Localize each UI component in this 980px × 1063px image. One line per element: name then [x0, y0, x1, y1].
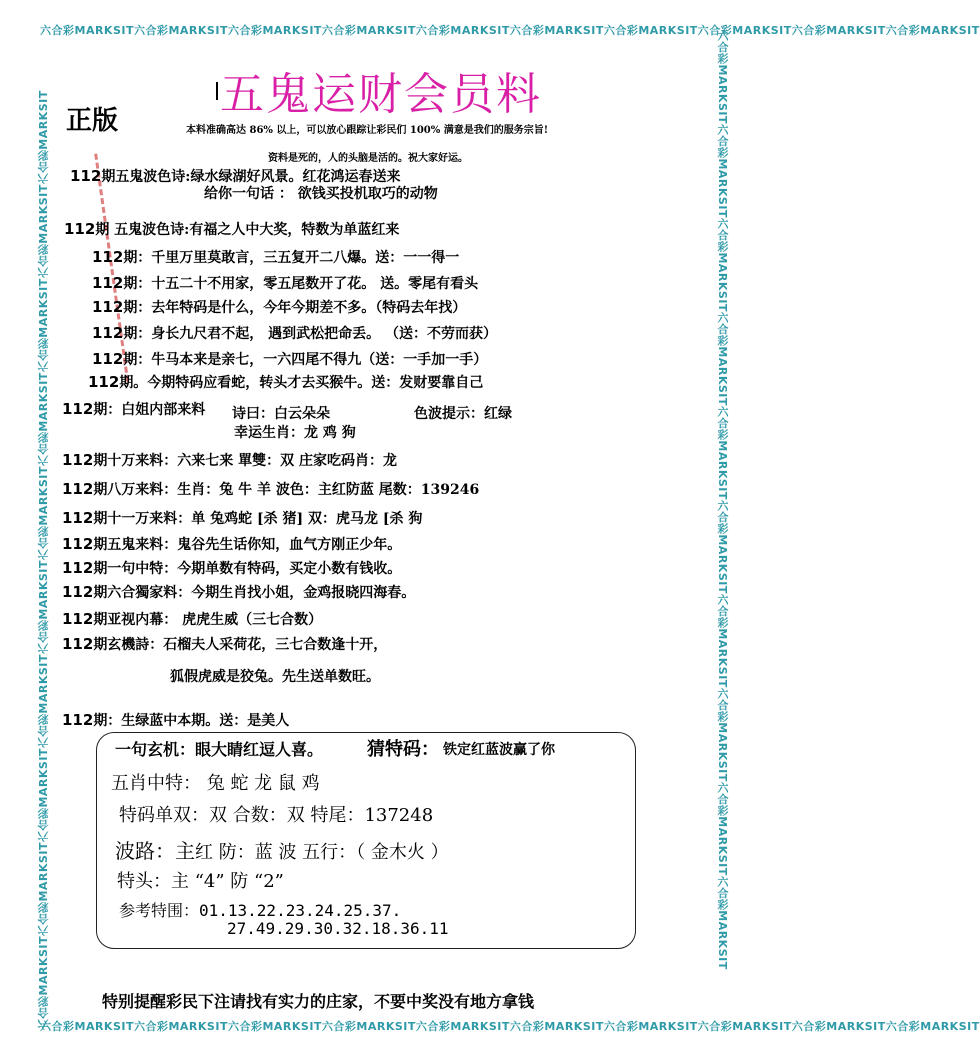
- list-item: 112期：十五二十不用家，零五尾数开了花。 送。零尾有看头: [92, 274, 479, 292]
- box-reference-numbers-2: 27.49.29.30.32.18.36.11: [227, 919, 449, 938]
- box-odd-even: 特码单双：双 合数：双 特尾：137248: [119, 805, 434, 826]
- list-item: 112期亚视内幕： 虎虎生威（三七合数）: [62, 610, 323, 628]
- list-item: 112期一句中特：今期单数有特码，买定小数有钱收。: [62, 559, 402, 577]
- list-item: 112期：生绿蓝中本期。送：是美人: [62, 711, 290, 729]
- list-item: 色波提示：红绿: [414, 406, 512, 422]
- list-item: 112期 五鬼波色诗:有福之人中大奖，特数为单蓝红来: [64, 220, 400, 238]
- list-item: 112期。今期特码应看蛇，转头才去买猴牛。送：发财要靠自己: [88, 373, 484, 391]
- subtitle-line-2: 资料是死的，人的头脑是活的。祝大家好运。: [268, 153, 468, 164]
- list-item: 112期：千里万里莫敢言，三五复开二八爆。送：一一得一: [92, 248, 460, 266]
- list-item: 112期十万来料：六来七来 單雙：双 庄家吃码肖：龙: [62, 451, 398, 469]
- title-bar: [216, 82, 218, 100]
- border-watermark-right: 六合彩MARKSIT六合彩MARKSIT六合彩MARKSIT六合彩MARKSIT六合彩MARKSIT六合彩MARKSIT六合彩MARKSIT六合彩MARKSIT六合彩MARKSIT六合彩MARKSIT: [716, 30, 729, 970]
- list-item: 112期：去年特码是什么，今年今期差不多。（特码去年找）: [92, 298, 467, 316]
- box-wave-path: 波路：主红 防：蓝 波 五行：（ 金木火 ）: [115, 839, 449, 863]
- summary-box: [96, 732, 636, 949]
- border-watermark-left: 六合彩MARKSIT六合彩MARKSIT六合彩MARKSIT六合彩MARKSIT六合彩MARKSIT六合彩MARKSIT六合彩MARKSIT六合彩MARKSIT六合彩MARKSIT六合彩MARKSIT: [37, 90, 50, 1030]
- list-item: 112期玄機詩：石榴夫人采荷花，三七合数逢十开，: [62, 635, 388, 653]
- list-item: 狐假虎威是狡兔。先生送单数旺。: [170, 669, 380, 685]
- box-reference-numbers: 参考特围：01.13.22.23.24.25.37.: [119, 901, 402, 920]
- border-watermark-bottom: 六合彩MARKSIT六合彩MARKSIT六合彩MARKSIT六合彩MARKSIT六合彩MARKSIT六合彩MARKSIT六合彩MARKSIT六合彩MARKSIT六合彩MARKSIT六合彩MARKSIT: [40, 1020, 980, 1033]
- page-title: 五鬼运财会员料: [220, 69, 542, 120]
- border-watermark-top: 六合彩MARKSIT六合彩MARKSIT六合彩MARKSIT六合彩MARKSIT六合彩MARKSIT六合彩MARKSIT六合彩MARKSIT六合彩MARKSIT六合彩MARKSIT六合彩MARKSIT: [40, 24, 980, 37]
- genuine-badge: 正版: [66, 106, 119, 136]
- subtitle-line-1: 本料准确高达 86% 以上，可以放心跟踪让彩民们 100% 满意是我们的服务宗旨!: [186, 125, 549, 136]
- list-item: 给你一句话 ： 欲钱买投机取巧的动物: [204, 186, 438, 202]
- list-item: 112期：牛马本来是亲七，一六四尾不得九（送：一手加一手）: [92, 350, 488, 368]
- list-item: 112期八万来料：生肖：兔 牛 羊 波色：主红防蓝 尾数：139246: [62, 480, 480, 498]
- footer-reminder: 特别提醒彩民下注请找有实力的庄家，不要中奖没有地方拿钱: [102, 992, 535, 1011]
- list-item: 诗曰：白云朵朵: [232, 406, 330, 422]
- box-guess-value: 铁定红蓝波赢了你: [443, 742, 555, 758]
- list-item: 112期六合獨家料：今期生肖找小姐，金鸡报晓四海春。: [62, 583, 416, 601]
- list-item: 112期五鬼波色诗:绿水绿湖好风景。红花鸿运春送来: [70, 167, 401, 185]
- box-riddle: 一句玄机：眼大睛红逗人喜。: [115, 740, 324, 759]
- list-item: 幸运生肖：龙 鸡 狗: [234, 425, 356, 441]
- box-head: 特头：主 “4” 防 “2”: [117, 871, 284, 892]
- box-guess-label: 猜特码：: [367, 739, 439, 760]
- list-item: 112期十一万来料：单 兔鸡蛇 [杀 猪] 双：虎马龙 [杀 狗: [62, 509, 423, 527]
- list-item: 112期：白姐内部来料: [62, 400, 206, 418]
- list-item: 112期五鬼来料：鬼谷先生话你知，血气方刚正少年。: [62, 535, 402, 553]
- box-five-zodiac: 五肖中特： 兔 蛇 龙 鼠 鸡: [111, 773, 320, 794]
- list-item: 112期：身长九尺君不起， 遇到武松把命丢。 （送：不劳而获）: [92, 324, 498, 342]
